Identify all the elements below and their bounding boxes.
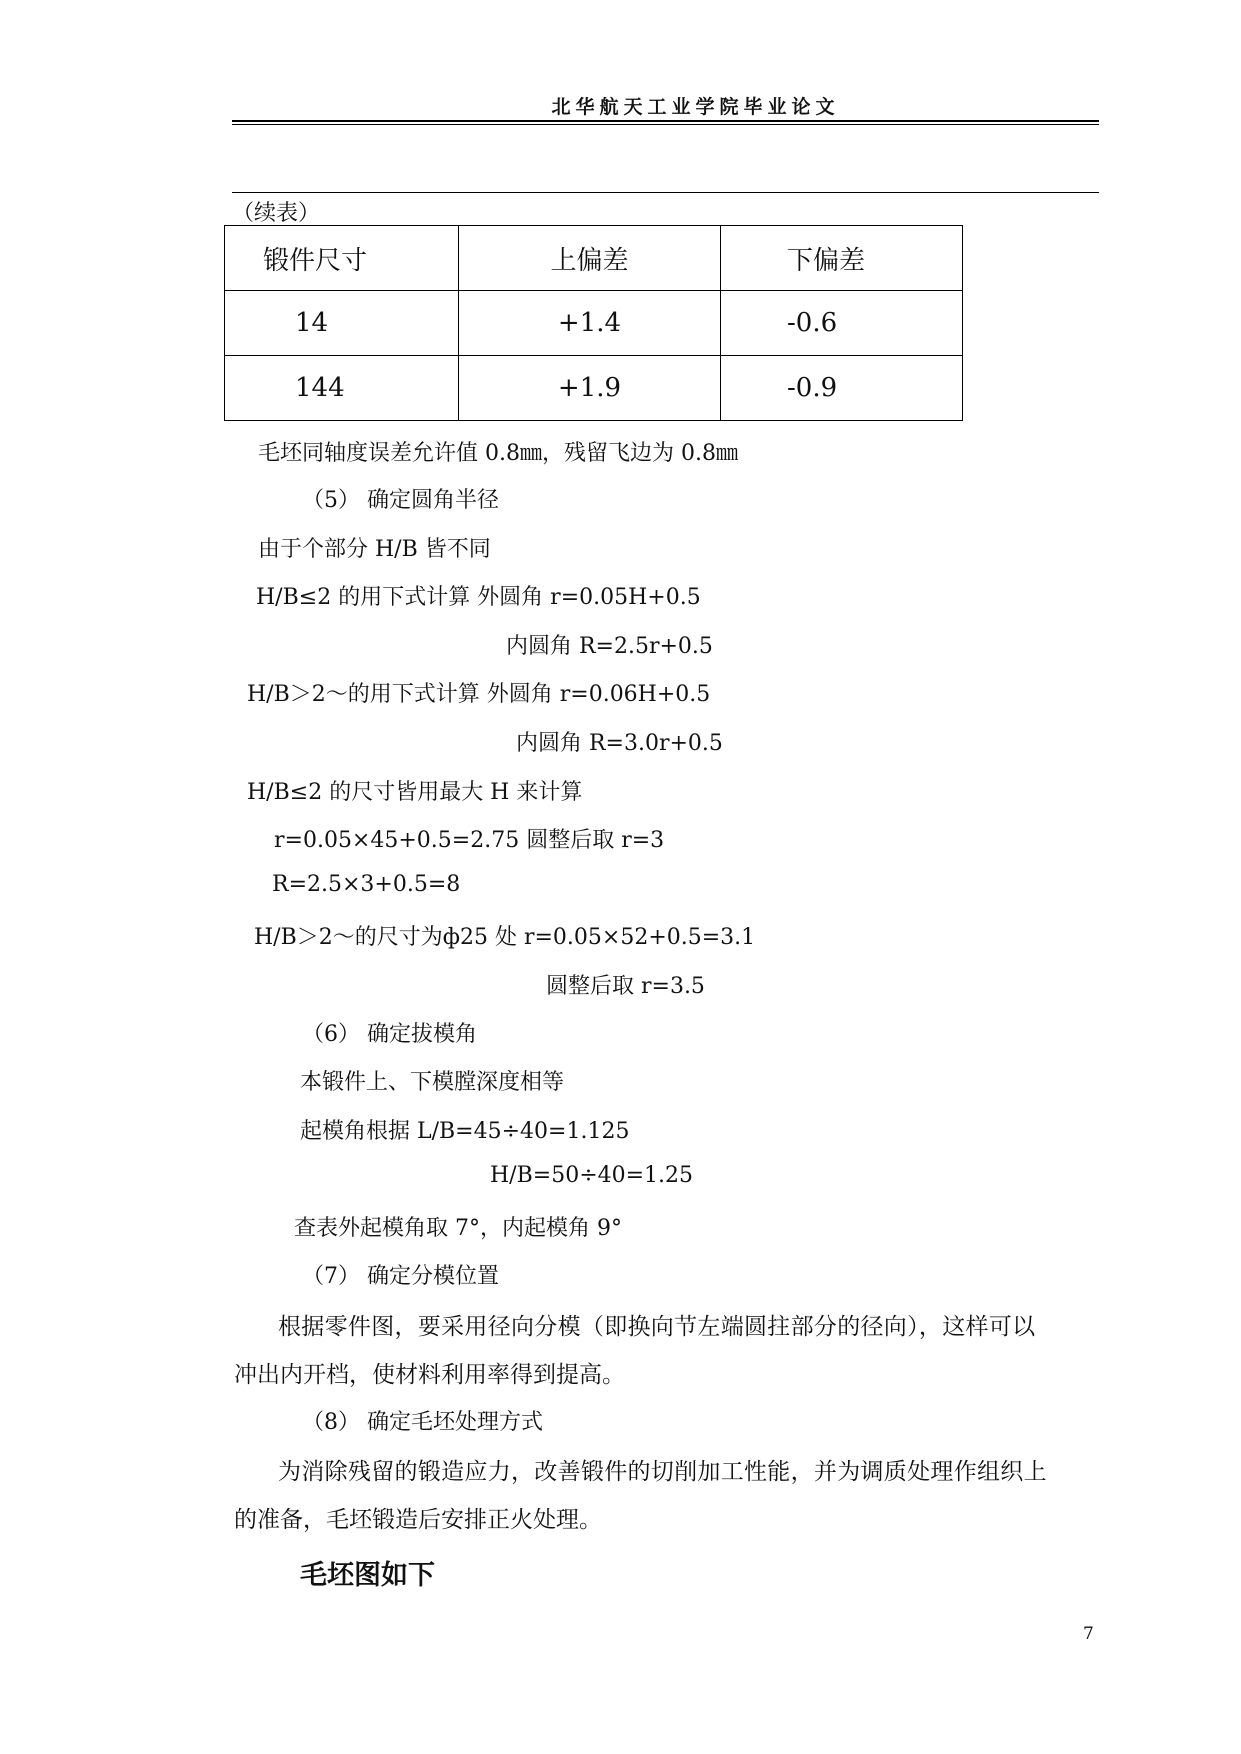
formula-line: 圆整后取 r=3.5 <box>546 974 705 999</box>
paragraph-line: 为消除残留的锻造应力，改善锻件的切削加工性能，并为调质处理作组织上 <box>278 1459 1047 1485</box>
table-header-cell: 锻件尺寸 <box>225 226 459 291</box>
header-title: 北华航天工业学院毕业论文 <box>551 96 840 118</box>
text-line: H/B≤2 的尺寸皆用最大 H 来计算 <box>247 780 583 805</box>
text-line: 本锻件上、下模膛深度相等 <box>300 1070 565 1095</box>
subsection-heading: （6） 确定拔模角 <box>302 1022 477 1047</box>
subsection-heading: （8） 确定毛坯处理方式 <box>302 1410 543 1435</box>
table-cell: -0.6 <box>721 291 963 356</box>
header-rule-thin <box>232 124 1099 125</box>
text-line: 由于个部分 H/B 皆不同 <box>258 537 491 562</box>
forging-tolerance-table <box>224 225 963 421</box>
subsection-heading: （5） 确定圆角半径 <box>302 488 499 513</box>
table-cell: -0.9 <box>721 356 963 421</box>
figure-heading: 毛坯图如下 <box>300 1560 435 1591</box>
text-line: 查表外起模角取 7°，内起模角 9° <box>294 1216 622 1241</box>
table-cell: +1.4 <box>459 291 721 356</box>
formula-line: 内圆角 R=3.0r+0.5 <box>516 731 723 756</box>
subsection-heading: （7） 确定分模位置 <box>302 1264 499 1289</box>
section-rule <box>232 192 1099 193</box>
table-header-row <box>225 226 963 291</box>
formula-line: H/B＞2～的尺寸为ф25 处 r=0.05×52+0.5=3.1 <box>254 925 756 950</box>
table-header-cell: 下偏差 <box>721 226 963 291</box>
formula-line: R=2.5×3+0.5=8 <box>272 872 461 897</box>
header-rule-thick <box>232 120 1099 122</box>
text-line: 毛坯同轴度误差允许值 0.8㎜，残留飞边为 0.8㎜ <box>258 441 738 466</box>
paragraph-line: 冲出内开档，使材料利用率得到提高。 <box>234 1362 625 1388</box>
table-row <box>225 356 963 421</box>
table-cell: +1.9 <box>459 356 721 421</box>
page-number: 7 <box>1083 1624 1094 1644</box>
table-caption: （续表） <box>232 201 321 226</box>
table-cell: 14 <box>225 291 459 356</box>
table-row <box>225 291 963 356</box>
formula-line: 内圆角 R=2.5r+0.5 <box>506 634 713 659</box>
paragraph-line: 的准备，毛坯锻造后安排正火处理。 <box>234 1507 602 1533</box>
formula-line: H/B＞2～的用下式计算 外圆角 r=0.06H+0.5 <box>247 682 711 707</box>
formula-line: r=0.05×45+0.5=2.75 圆整后取 r=3 <box>274 828 665 853</box>
table-header-cell: 上偏差 <box>459 226 721 291</box>
formula-line: 起模角根据 L/B=45÷40=1.125 <box>300 1119 630 1144</box>
formula-line: H/B=50÷40=1.25 <box>490 1163 694 1188</box>
formula-line: H/B≤2 的用下式计算 外圆角 r=0.05H+0.5 <box>256 585 701 610</box>
table-cell: 144 <box>225 356 459 421</box>
paragraph-line: 根据零件图，要采用径向分模（即换向节左端圆拄部分的径向），这样可以 <box>278 1314 1036 1340</box>
